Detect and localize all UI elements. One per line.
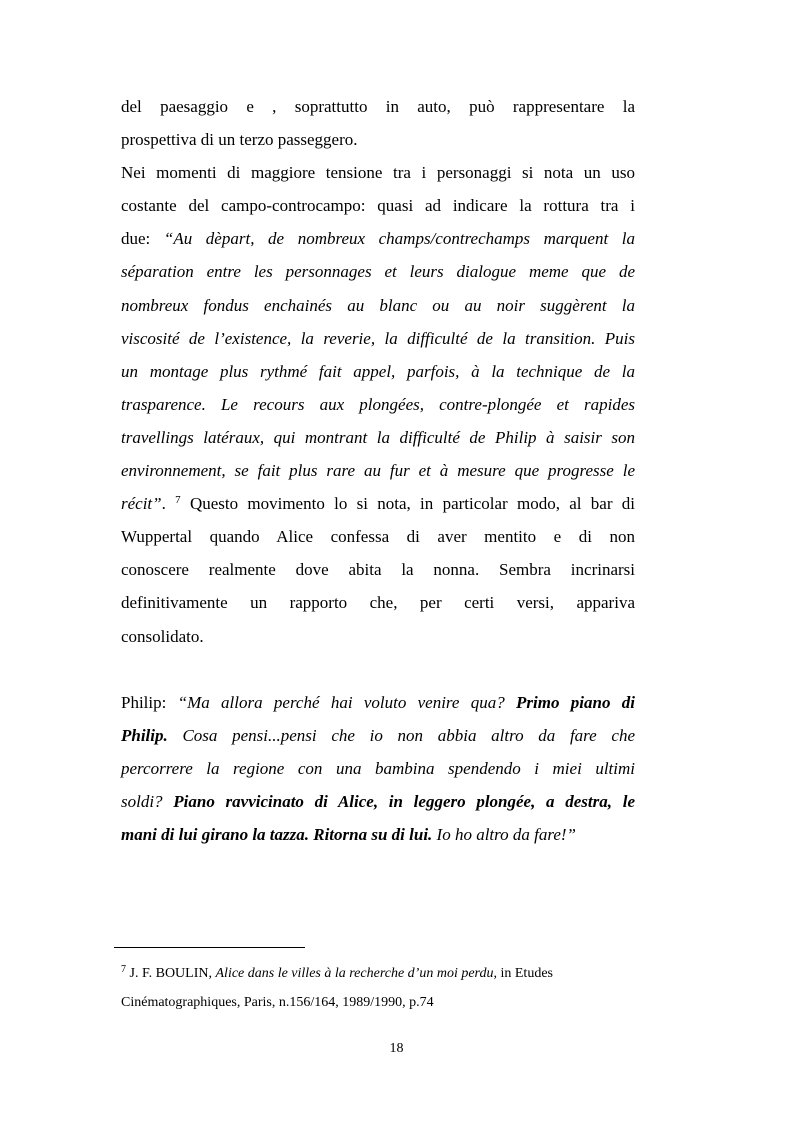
dialogue-line: [121, 752, 635, 785]
page-number: 18: [389, 1041, 404, 1056]
dialogue-line: [121, 785, 635, 818]
footnote-title: Alice dans le villes à la recherche d’un moi perdu: [215, 966, 494, 981]
quote-run: “Au dèpart, de nombreux champs/contrechamps marquent la: [163, 229, 635, 249]
footnote-line: [121, 959, 635, 988]
paragraph-line: del paesaggio e , soprattutto in auto, può rappresentare la: [121, 97, 635, 116]
quote-run: trasparence. Le recours aux plongées, contre-plongée et rapides: [121, 394, 635, 414]
paragraph-line: definitivamente un rapporto che, per certi versi, appariva: [121, 593, 635, 613]
footnote-line: Cinématographiques, Paris, n.156/164, 1989/1990, p.74: [121, 995, 434, 1010]
quote-line: [121, 289, 635, 322]
quote-line: [121, 421, 635, 454]
quote-run: séparation entre les personnages et leurs dialogue meme que de: [121, 262, 635, 282]
paragraph-line: prospettiva di un terzo passeggero.: [121, 130, 358, 150]
direction-run: mani di lui girano la tazza. Ritorna su di lui.: [121, 824, 433, 844]
dialogue-run: Cosa pensi...pensi che io non abbia altro da fare che: [167, 725, 635, 745]
dialogue-run: soldi?: [121, 791, 174, 811]
footnote-number: 7: [121, 964, 126, 975]
paragraph-line: Wuppertal quando Alice confessa di aver mentito e di non: [121, 527, 635, 547]
footnote-reference[interactable]: 7: [175, 494, 181, 507]
quote-line: [121, 355, 635, 388]
quote-run: un montage plus rythmé fait appel, parfois, à la technique de la: [121, 361, 635, 381]
text-run: Questo movimento lo si nota, in particolar modo, al bar di: [180, 494, 636, 514]
footnote-text: , in Etudes: [493, 966, 553, 981]
speaker-label: Philip:: [121, 692, 178, 712]
text-run: .: [161, 494, 176, 514]
paragraph-line: conoscere realmente dove abita la nonna. Sembra incrinarsi: [121, 560, 635, 580]
dialogue-line: [121, 818, 635, 851]
dialogue-run: “Ma allora perché hai voluto venire qua?: [177, 692, 517, 712]
footnote-separator: [114, 947, 305, 948]
text-run: due:: [121, 229, 164, 249]
main-text: [121, 90, 635, 851]
paragraph-line: [121, 222, 635, 255]
footnote: [121, 959, 635, 1017]
quote-line: [121, 388, 635, 421]
paragraph-line: Nei momenti di maggiore tensione tra i personaggi si nota un uso: [121, 163, 635, 183]
quote-run: travellings latéraux, qui montrant la difficulté de Philip à saisir son: [121, 427, 635, 447]
dialogue-run: Io ho altro da fare!”: [432, 824, 577, 844]
quote-run: environnement, se fait plus rare au fur et à mesure que progresse le: [121, 461, 635, 481]
direction-run: Primo piano di: [516, 692, 635, 712]
footnote-author: J. F. BOULIN,: [126, 966, 216, 981]
quote-run: récit”: [121, 494, 162, 514]
dialogue-run: percorrere la regione con una bambina spendendo i miei ultimi: [121, 758, 635, 778]
direction-run: Philip.: [121, 725, 168, 745]
dialogue-line: [121, 686, 635, 719]
direction-run: Piano ravvicinato di Alice, in leggero plongée, a destra, le: [173, 791, 635, 811]
paragraph-line: consolidato.: [121, 626, 204, 646]
quote-run: viscosité de l’existence, la reverie, la difficulté de la transition. Puis: [121, 328, 635, 348]
paragraph-line: [121, 487, 635, 520]
paragraph-line: costante del campo-controcampo: quasi ad indicare la rottura tra i: [121, 196, 635, 216]
paragraph-gap: [121, 653, 635, 686]
quote-line: [121, 255, 635, 288]
quote-run: nombreux fondus enchainés au blanc ou au noir suggèrent la: [121, 295, 635, 315]
quote-line: [121, 454, 635, 487]
dialogue-line: [121, 719, 635, 752]
quote-line: [121, 322, 635, 355]
